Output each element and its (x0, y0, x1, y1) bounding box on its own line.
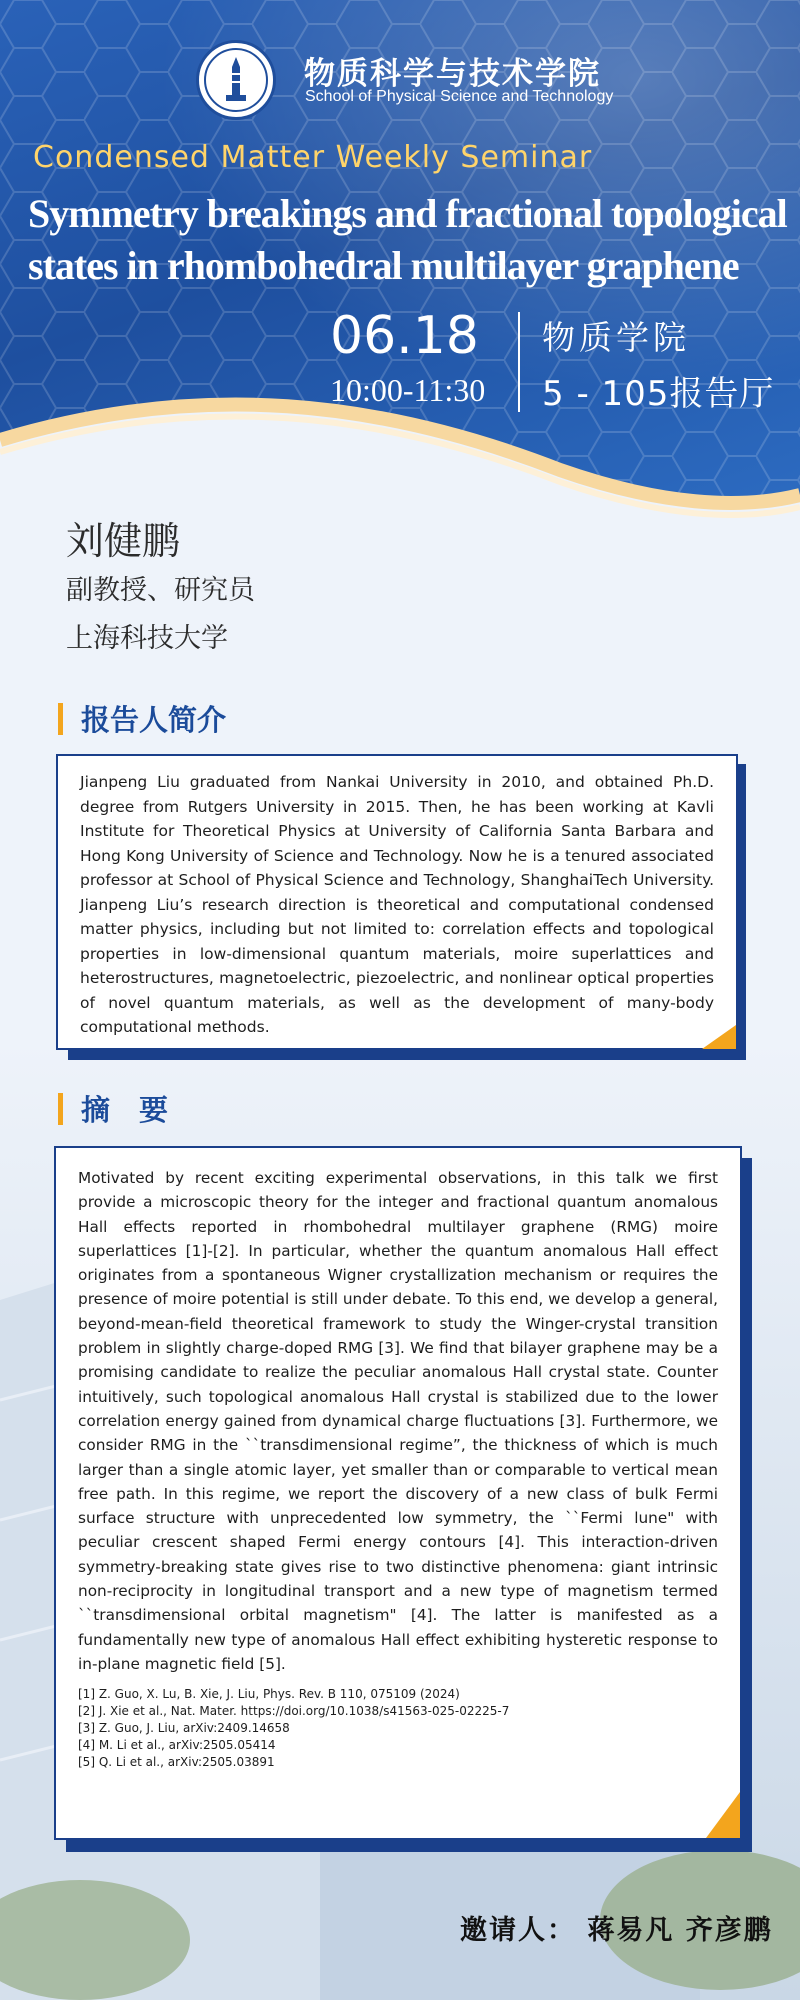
bio-text: Jianpeng Liu graduated from Nankai University in 2010, and obtained Ph.D. degree from Rutgers University in 2015. Then, he has been working at Kavli Institute for Theoretical Physics at University of California Santa Barbara and Hong Kong University of Science and Technology. Now he is a tenured associated professor at School of Physical Science and Technology, ShanghaiTech University. Jianpeng Liu’s research direction is theoretical and computational condensed matter physics, including but not limited to: correlation effects and topological properties in low-dimensional quantum materials, moire superlattices and heterostructures, magnetoelectric, piezoelectric, and nonlinear optical properties of novel quantum materials, as well as the development of many-body computational methods. (80, 773, 714, 1036)
wave-separator (0, 0, 800, 560)
abstract-heading (58, 1088, 168, 1129)
talk-title-line-1: Symmetry breakings and fractional topological (28, 191, 787, 236)
reference-list (78, 1686, 718, 1771)
speaker-name: 刘健鹏 (66, 519, 181, 563)
talk-date: 06.18 (330, 306, 479, 366)
reference-item: [2] J. Xie et al., Nat. Mater. https://doi.org/10.1038/s41563-025-02225-7 (78, 1704, 510, 1719)
abstract-box (54, 1146, 742, 1840)
accent-bar (58, 703, 63, 735)
speaker-title: 副教授、研究员 (66, 575, 255, 606)
speaker-institution: 上海科技大学 (66, 623, 228, 654)
talk-title-line-2: states in rhombohedral multilayer graphene (28, 243, 739, 288)
venue-line-1: 物质学院 (542, 318, 690, 357)
bio-box (56, 754, 738, 1050)
reference-item: [4] M. Li et al., arXiv:2505.05414 (78, 1738, 276, 1753)
bio-heading (58, 698, 226, 739)
reference-item: [1] Z. Guo, X. Lu, B. Xie, J. Liu, Phys. Rev. B 110, 075109 (2024) (78, 1687, 460, 1702)
talk-time: 10:00-11:30 (330, 372, 486, 408)
seminar-series: Condensed Matter Weekly Seminar (33, 140, 593, 175)
reference-item: [5] Q. Li et al., arXiv:2505.03891 (78, 1755, 275, 1770)
inviter-line: 邀请人： 蒋易凡 齐彦鹏 (460, 1915, 773, 1946)
corner-accent-icon (702, 1025, 736, 1049)
accent-bar (58, 1093, 63, 1125)
abstract-text: Motivated by recent exciting experimental observations, in this talk we first provide a microscopic theory for the integer and fractional quantum anomalous Hall effects reported in rhombohedral multilayer graphene (RMG) moire superlattices [1]-[2]. In particular, whether the quantum anomalous Hall effect originates from a spontaneous Wigner crystallization mechanism or requires the presence of moire potential is still under debate. To this end, we develop a general, beyond-mean-field theoretical framework to study the Winger-crystal transition problem in slightly charge-doped RMG [3]. We find that bilayer graphene may be a promising candidate to realize the peculiar anomalous Hall crystal state. Counter intuitively, such topological anomalous Hall crystal is stabilized due to the lower correlation energy gained from dynamical charge fluctuations [3]. Furthermore, we consider RMG in the ``transdimensional regime”, the thickness of which is much larger than a single atomic layer, yet smaller than or comparable to vertical mean free path. In this regime, we report the discovery of a new class of bulk Fermi surface structure with unprecedented low symmetry, the ``Fermi lune" with peculiar crescent shaped Fermi energy contours [4]. This interaction-driven symmetry-breaking state gives rise to two distinctive phenomena: giant intrinsic non-reciprocity in longitudinal transport and a new type of magnetism termed ``transdimensional orbital magnetism" [4]. The latter is manifested as a fundamentally new type of anomalous Hall effect exhibiting hysteretic response to in-plane magnetic field [5]. (78, 1169, 718, 1673)
school-name-en: School of Physical Science and Technology (305, 88, 614, 105)
venue-line-2: 5 - 105报告厅 (542, 374, 775, 414)
reference-item: [3] Z. Guo, J. Liu, arXiv:2409.14658 (78, 1721, 290, 1736)
corner-accent-icon (706, 1792, 740, 1838)
abstract-heading-text: 摘 要 (81, 1093, 169, 1127)
school-name-cn: 物质科学与技术学院 (304, 56, 601, 92)
bio-heading-text: 报告人简介 (81, 703, 227, 737)
